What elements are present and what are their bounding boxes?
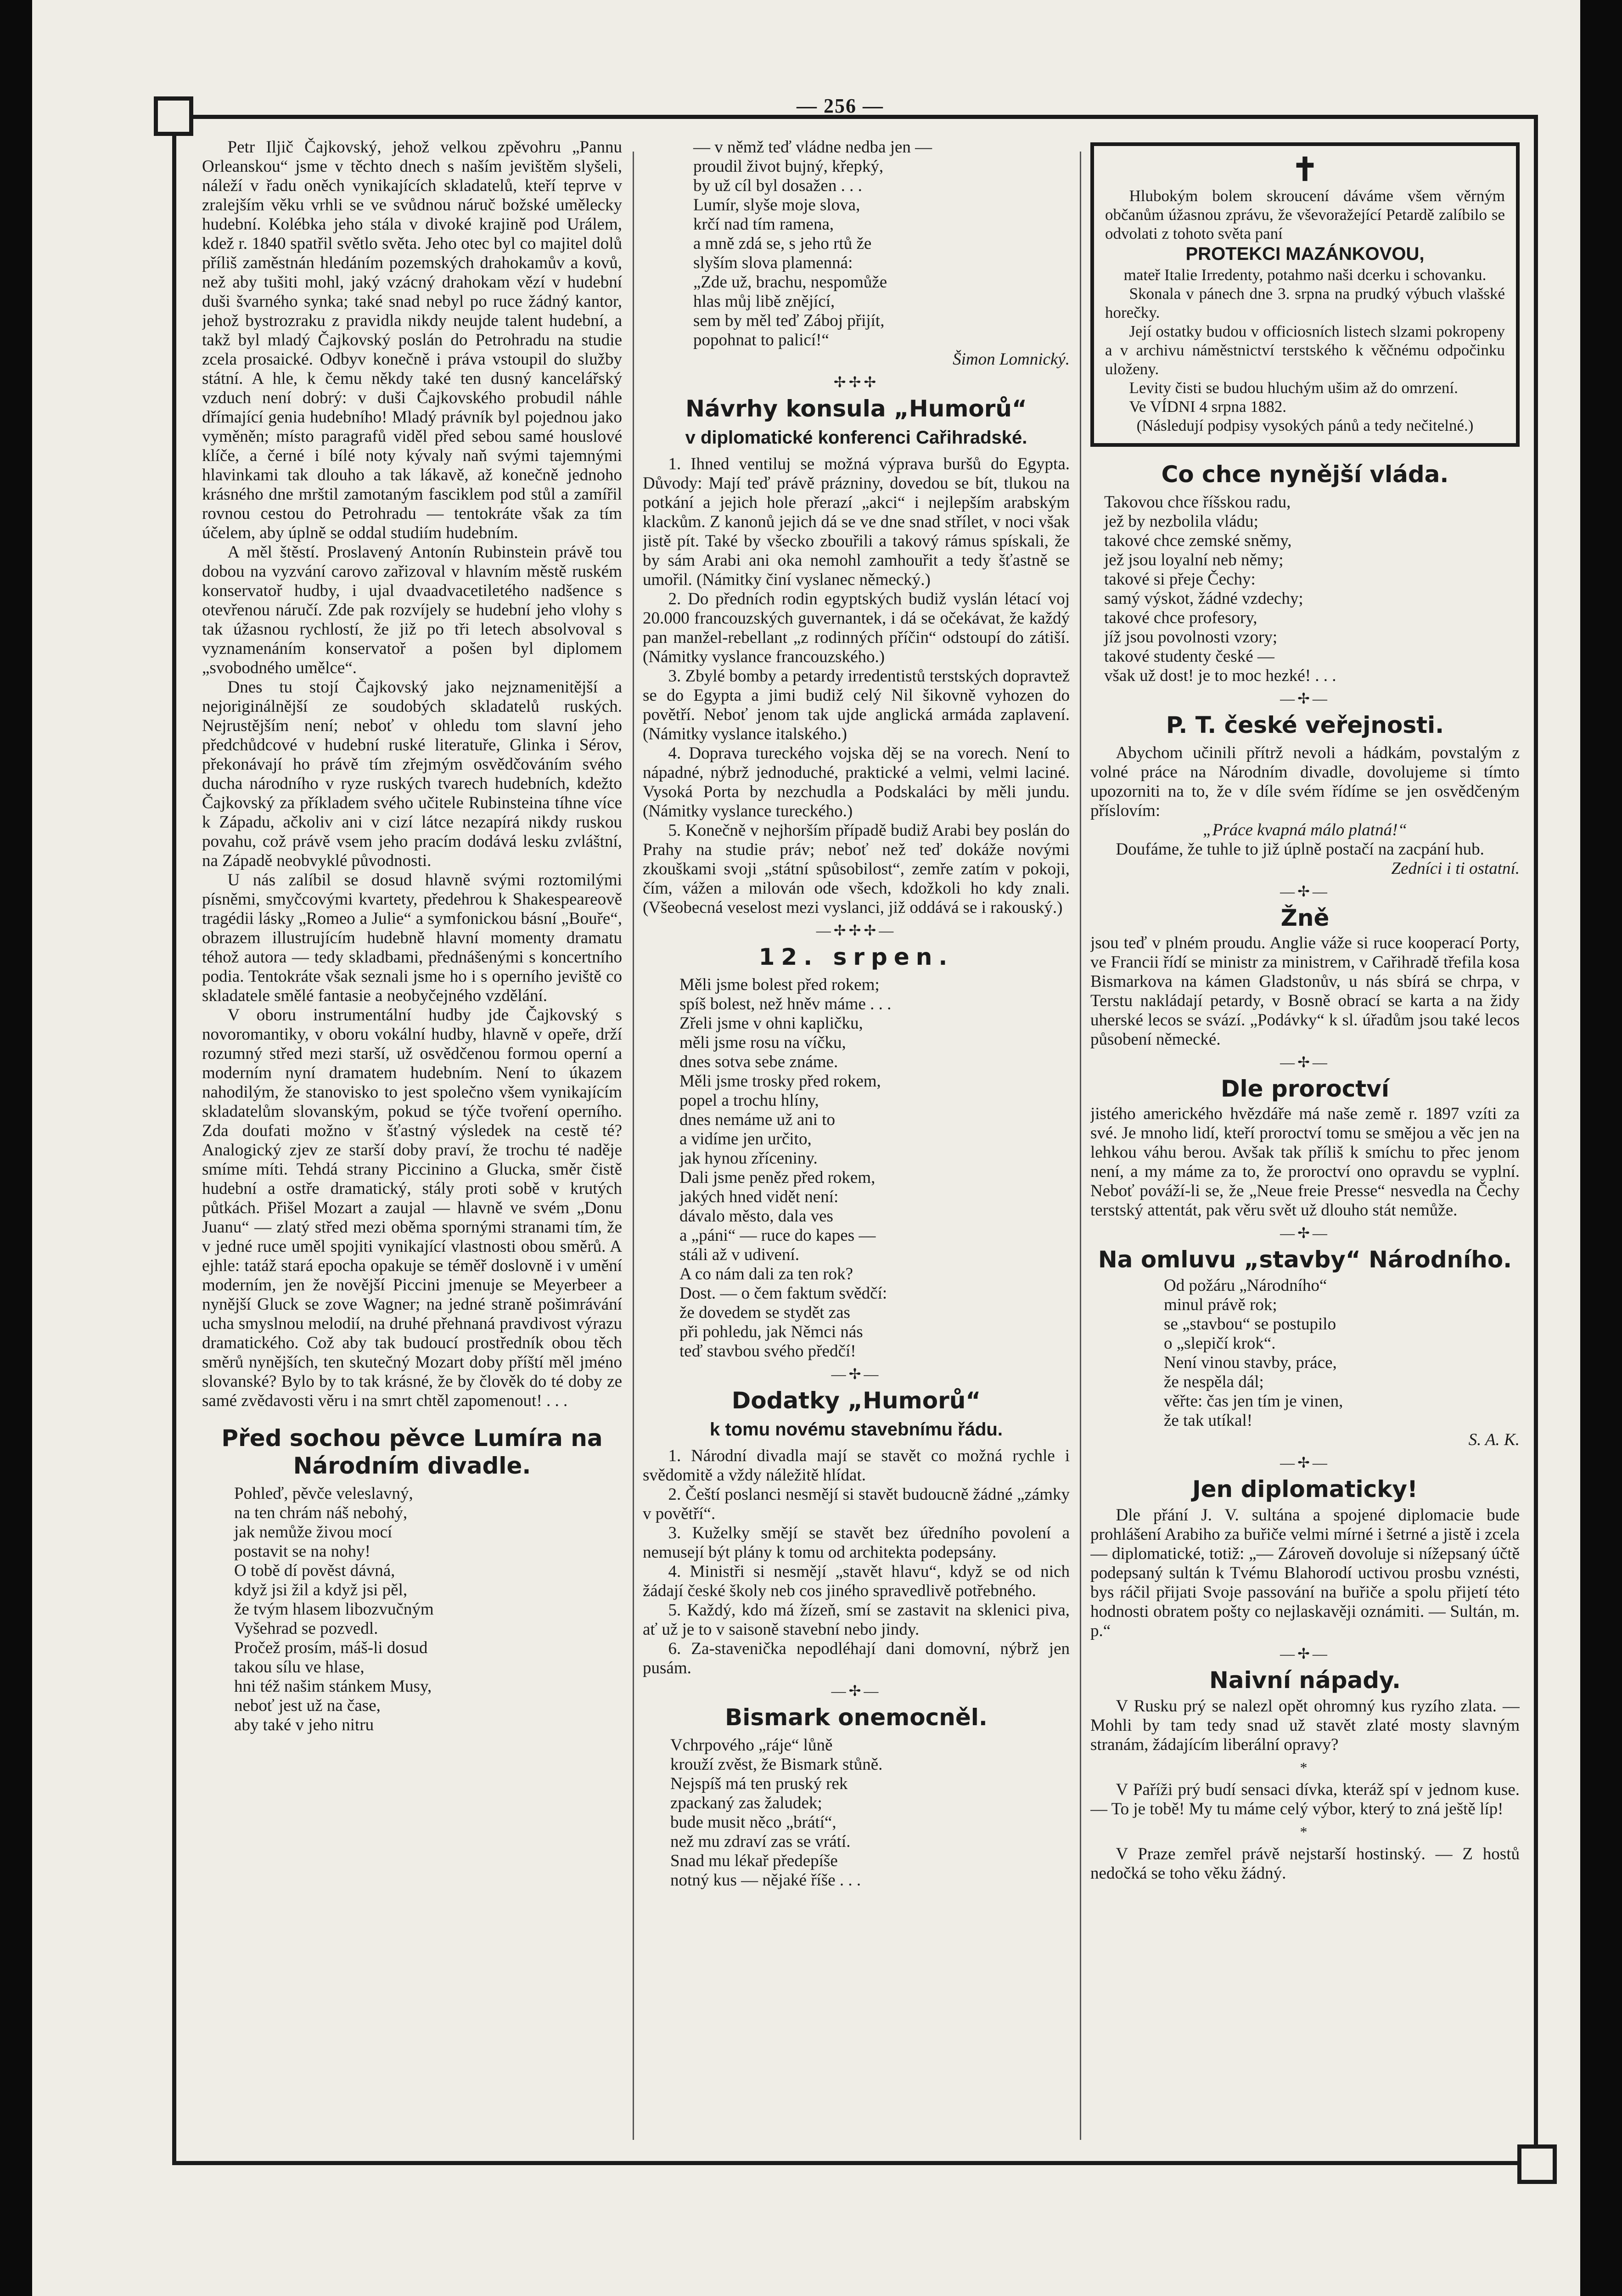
verejnost-title: P. T. české veřejnosti. [1166,712,1444,738]
obituary-text: Skonala v pánech dne 3. srpna na prudký výbuch vlašské horečky. [1105,285,1505,321]
poem-line: jakých hned vidět není: [679,1187,839,1206]
column-3 [1090,138,1520,2149]
dodatky-subtitle: k tomu novému stavebnímu řádu. [710,1419,1003,1440]
poem-line: dávalo město, dala ves [679,1207,833,1226]
poem-line: však už dost! je to moc hezké! . . . [1104,666,1336,685]
lumir-poem [202,1484,622,1735]
separator-asterisk: * [1300,1823,1310,1840]
napady-item: V Praze zemřel právě nejstarší hostinský. — Z hostů nedočká se toho věku žádný. [1090,1845,1520,1883]
poem-line: slyším slova plamenná: [693,253,853,272]
poem-line: Snad mu lékař předepíše [670,1851,838,1870]
navrhy-item: 2. Do předních rodin egyptských budiž vyslán létací voj 20.000 francouzských guvernantek, i dá se očekávat, že každý pan manžel-rebellant „z rodinných příčin“ odstoupí do zátiší. (Námitky vyslance francouzského.) [643,590,1070,666]
section-ornament: ✢✢✢ [833,374,879,390]
napady-item: V Paříži prý budí sensaci dívka, kteráž spí v jednom kuse. — To je tobě! My tu máme celý výbor, který to zná ještě líp! [1090,1780,1520,1818]
verejnost-text: Doufáme, že tuhle to již úplně postačí na zacpání hub. [1116,840,1484,859]
poem-line: o „slepičí krok“. [1164,1334,1276,1353]
article-tchaikovsky-p1: Petr Iljič Čajkovský, jehož velkou zpěvohru „Pannu Orleanskou“ jsme v těchto dnech s naším jevištěm slyšeli, náleží v řadu oněch vynikajících skladatelů, kteří teprve v zralejším věku vrhli se ve svůdnou náruč božské umělecky hudební. Kolébka jeho stála v divoké krajině pod Urálem, kdež r. 1840 spatřil světlo světa. Jeho otec byl co majitel dolů příliš zaměstnán hledáním pozemských drahokamův a kovů, než aby tušiti mohl, jaký vzácný drahokam vězí v hudební duši švarného synka; také snad nebyl po ruce žádný kantor, jehož bystrozraku z pravidla nikdy neujde talent hudební, a takž byl mladý Čajkovský poslán do Petrohradu na studie zcela prosaické. Odbyv konečně i práva vstoupil do služby státní. A hle, k čemu někdy také ten dusný kancelářský vzduch není dobrý: v duši Čajkovského probudil náhle dřímající genia hudebního! Mladý právník byl pojednou jako vyměněn; místo paragrafů viděl před sebou samé houslové klíče, a černé i bílé noty kývaly naň svými tajemnými hlavinkami tak dlouho a tak lákavě, až konečně jednoho krásného dne mrštil zamotaným fasciklem pod stůl a zamířil rovnou cestou do Petrohradu — tentokráte však za tím účelem, aby úplně se oddal studiím hudebním. [202,138,622,542]
poem-line: a „páni“ — ruce do kapes — [679,1226,876,1245]
poem-line: samý výskot, žádné vzdechy; [1104,589,1303,608]
vlada-poem [1090,493,1520,686]
section-ornament: —✢— [1280,690,1330,707]
poem-line: dnes nemáme už ani to [679,1110,836,1129]
poem-line: než mu zdraví zas se vrátí. [670,1832,851,1851]
dodatky-item: 6. Za-stavenička nepodléhají dani domovní, nýbrž jen pusám. [643,1639,1070,1677]
article-tchaikovsky-p2: A měl štěstí. Proslavený Antonín Rubinstein právě tou dobou na vyzvání carovo zařizoval v hlavním městě ruském konservatoř hudby, i ujal dvaadvacetiletého nadšence s otevřenou náručí. Zde pak rozvíjely se hudební jeho vlohy s tak úžasnou rychlostí, že již po tři letech absolvoval s vyznamenáním konservatoř a pošen byl diplomem „svobodného umělce“. [202,543,622,677]
section-ornament: —✢— [1280,1454,1330,1471]
poem-line: jíž jsou povolnosti vzory; [1104,628,1278,647]
poem-line: a mně zdá se, s jeho rtů že [693,234,872,253]
navrhy-subtitle: v diplomatické konferenci Cařihradské. [685,428,1027,448]
omluva-title: Na omluvu „stavby“ Národního. [1098,1246,1512,1273]
navrhy-item: 5. Konečně v nejhorším případě budiž Arabi bey poslán do Prahy na studie práv; neboť než teď dokáže novými zkouškami svoji „státní spůsobilost“, zemře zatím v pokoji, čím, vážen a milován ode všech, kdožkoli ho kdy znali. (Všeobecná veselost mezi vyslanci, již oddává se i rakouský.) [643,821,1070,917]
poem-line: jež jsou loyalní neb němy; [1104,551,1284,569]
section-ornament: —✢✢✢— [816,922,897,939]
diplomaticky-title: Jen diplomaticky! [1192,1476,1418,1503]
poem-line: Pročež prosím, máš-li dosud [234,1638,428,1657]
poem-line: že dovedem se stydět zas [679,1303,850,1322]
poem-line: měli jsme rosu na víčku, [679,1033,846,1052]
poem-line: notný kus — nějaké říše . . . [670,1871,861,1890]
poem-line: že nespěla dál; [1164,1373,1264,1391]
poem-line: že tvým hlasem libozvučným [234,1600,434,1619]
navrhy-item: 3. Zbylé bomby a petardy irredentistů terstských dopravtež se do Egypta a jimi budiž celý Nil šikovně vyhozen do povětří. Neboť jenom tak ujde anglická armáda zaplavení. (Námitky vyslance italského.) [643,667,1070,743]
poem-line: Pohleď, pěvče veleslavný, [234,1484,413,1503]
poem-line: — v němž teď vládne nedba jen — [693,138,932,157]
separator-asterisk: * [1300,1759,1310,1776]
section-ornament: —✢— [1280,1645,1330,1662]
frame-corner-ornament [154,96,193,136]
obituary-name: PROTEKCI MAZÁNKOVOU, [1185,244,1425,264]
poem-line: hni též našim stánkem Musy, [234,1677,432,1696]
obituary-text: mateř Italie Irredenty, potahmo naši dcerku i schovanku. [1123,266,1487,284]
article-tchaikovsky-p4: U nás zalíbil se dosud hlavně svými roztomilými písněmi, smyčcovými kvartety, předehrou k Shakespeareově tragédii lásky „Romeo a Julie“ a symfonickou básní „Bouře“, obrazem illustrujícím hudebně hlavní momenty dramatu téhož autora — tedy skladbami, přednášenými s koncertního podia. Tentokráte však seznali jsme ho i s operního jeviště co skladatele smělé fantasie a neobyčejného vzdělání. [202,871,622,1005]
section-ornament: —✢— [1280,1225,1330,1241]
poem-line: bude musit něco „brátí“, [670,1813,836,1832]
poem-line: se „stavbou“ se postupilo [1164,1315,1336,1334]
poem-line: krouží zvěst, že Bismark stůně. [670,1755,883,1774]
section-ornament: —✢— [1280,883,1330,900]
column-divider [1080,152,1081,2140]
poem-line: takové si přeje Čechy: [1104,570,1256,589]
poem-line: jak nemůže živou mocí [234,1523,393,1542]
napady-title: Naivní nápady. [1209,1667,1401,1694]
poem-line: krčí nad tím ramena, [693,215,834,234]
poem-line: věřte: čas jen tím je vinen, [1164,1392,1343,1411]
obituary-text: Hlubokým bolem skroucení dáváme všem věrným občanům úžasnou zprávu, že vševoražející Petardě zalíbilo se odvolati z tohoto světa paní [1105,187,1505,242]
omluva-signature: S. A. K. [1468,1430,1520,1449]
poem-line: Od požáru „Národního“ [1164,1276,1327,1295]
poem-line: Vyšehrad se pozvedl. [234,1619,378,1638]
vlada-title: Co chce nynější vláda. [1161,461,1449,488]
poem-line: postavit se na nohy! [234,1542,370,1561]
verejnost-text: Abychom učinili přítrž nevoli a hádkám, povstalým z volné práce na Národním divadle, dovolujeme si tímto upozorniti na to, že v díle svém řídíme se jen osvědčeným příslovím: [1090,743,1520,820]
poem-line: že tak utíkal! [1164,1411,1253,1430]
zne-text: jsou teď v plném proudu. Anglie váže si ruce kooperací Porty, ve Francii řídí se ministr za ministrem, v Cařihradě třefila kosa Bismarkova na kámen Gladstonův, u nás sbírá se chrpa, v Terstu nakládají petardy, v Bosně obrací se karta a na židy uherské lecos se svází. „Podávky“ k sl. úřadům jsou také lecos působení německé. [1090,934,1520,1049]
poem-line: popohnat to palicí!“ [693,331,829,349]
navrhy-item: 1. Ihned ventiluj se možná výprava buršů do Egypta. Důvody: Mají teď právě prázniny, dovedou se bít, tlukou na potkání a jejich hole přerazí „akci“ i nejlepším arabským klackům. Z kanonů jejich dá se ve dne snad střílet, v noci však jistě pít. Také by všecko zbouřili a takový rámus spískali, že by sám Arabi ani oka nemohl zamhouřit a tedy šťastně se umořil. (Námitky činí vyslanec německý.) [643,455,1070,589]
poem-line: Měli jsme trosky před rokem, [679,1072,881,1091]
dodatky-item: 3. Kuželky smějí se stavět bez úředního povolení a nemusejí být plány k tomu od architekta podepsány. [643,1524,1070,1562]
obituary-text: Její ostatky budou v officiosních listech slzami pokropeny a v archivu náměstnictví terstského k věčnému odpočinku uloženy. [1105,322,1505,378]
bismark-poem [643,1736,1070,1890]
poem-line: Lumír, slyše moje slova, [693,196,860,214]
poem-line: takové studenty české — [1104,647,1274,666]
cross-icon: ✝ [1291,152,1319,188]
poem-line: by už cíl byl dosažen . . . [693,176,862,195]
poem-line: A co nám dali za ten rok? [679,1265,853,1283]
verejnost-quote: „Práce kvapná málo platná!“ [1203,821,1407,839]
poem-signature: Šimon Lomnický. [953,350,1070,369]
poem-line: spíš bolest, než hněv máme . . . [679,995,892,1013]
poem-line: dnes sotva sebe známe. [679,1052,838,1071]
section-ornament: —✢— [1280,1054,1330,1070]
column-1 [202,138,622,2149]
poem-line: sem by měl teď Záboj přijít, [693,311,885,330]
diplomaticky-text: Dle přání J. V. sultána a spojené diplomacie bude prohlášení Arabiho za buřiče velmi mírné i šetrné a jistě i zcela — diplomatické, totiž: „— Zároveň dovoluje si nížepsaný účtě podepsaný sultán k Tvému Blahorodí uctivou prosbu vznésti, bys ráčil přijati Svoje passování na buřiče a spolu přijetí této hodnosti obratem pošty co nejlaskavěji oznámiti. — Sultán, m. p.“ [1090,1506,1520,1640]
poem-line: neboť jest už na čase, [234,1696,381,1715]
dodatky-item: 1. Národní divadla mají se stavět co možná rychle i svědomitě a vždy náležitě hlídat. [643,1446,1070,1485]
page-number: — 256 — [797,95,884,117]
section-ornament: —✢— [831,1366,881,1382]
poem-line: při pohledu, jak Němci nás [679,1322,863,1341]
srpen-title: 12. srpen. [758,944,954,970]
column-divider [633,152,634,2140]
dodatky-item: 5. Každý, kdo má žízeň, smí se zastavit na sklenici piva, ať už je to v saisoně stavební nebo jindy. [643,1601,1070,1639]
obituary-text: Levity čisti se budou hluchým ušim až do omrzení. [1129,379,1458,397]
obituary-signatures: (Následují podpisy vysokých pánů a tedy nečitelné.) [1136,416,1474,434]
column-2 [643,138,1070,2149]
poem-line: Vchrpového „ráje“ lůně [670,1736,833,1755]
proroctvi-text: jistého amerického hvězdáře má naše země r. 1897 vzíti za své. Je mnoho lidí, kteří proroctví tomu se smějou a věc jen na lehkou váhu berou. Avšak tak příliš k smíchu to přec jenom není, a my máme za to, že proroctví ono opravdu se vyplní. Neboť pováží-li se, že „Neue freie Presse“ nesvedla na Čechy terstský attentát, pak věru svět už dlouho stát nemůže. [1090,1104,1520,1220]
poem-line: minul právě rok; [1164,1295,1277,1314]
poem-line: Nejspíš má ten pruský rek [670,1774,848,1793]
poem-line: Měli jsme bolest před rokem; [679,975,880,994]
dodatky-item: 4. Ministři si nesmějí „stavět hlavu“, když se od nich žádají české školy neb cos jiného spravedlivě potřebného. [643,1562,1070,1600]
napady-item: V Rusku prý se nalezl opět ohromný kus ryzího zlata. — Mohli by tam tedy snad už stavět zlaté mosty slavným stranám, žádajícím liberální opravy? [1090,1697,1520,1754]
navrhy-item: 4. Doprava tureckého vojska děj se na vorech. Není to nápadné, nýbrž jednoduché, praktické a velmi, velmi laciné. Vysoká Porta by nezchudla a Podskaláci by měli jundu. (Námitky vyslance tureckého.) [643,744,1070,821]
poem-line: a vidíme jen určito, [679,1130,812,1148]
poem-line: Zřeli jsme v ohni kapličku, [679,1014,863,1033]
poem-line: takou sílu ve hlase, [234,1658,365,1677]
poem-line: takové chce profesory, [1104,608,1257,627]
lumir-poem-title: Před sochou pěvce Lumíra na Národním divadle. [221,1425,603,1479]
poem-line: Takovou chce říšskou radu, [1104,493,1291,512]
poem-line: jak hynou zříceniny. [679,1149,818,1168]
proroctvi-title: Dle proroctví [1220,1075,1390,1102]
dodatky-title: Dodatky „Humorů“ [731,1387,981,1414]
obituary-date: Ve VÍDNI 4 srpna 1882. [1129,398,1286,416]
poem-line: jež by nezbolila vládu; [1104,512,1258,531]
poem-line: stáli až v udivení. [679,1245,799,1264]
poem-line: takové chce zemské sněmy, [1104,531,1292,550]
frame-corner-ornament [1517,2144,1557,2184]
poem-line: O tobě dí pověst dávná, [234,1561,395,1580]
navrhy-title: Návrhy konsula „Humorů“ [685,395,1027,422]
article-tchaikovsky-p3: Dnes tu stojí Čajkovský jako nejznamenitější a nejoriginálnější ze soudobých skladatelů ruských. Nejrustějším není; neboť v ohledu tom slavní jeho předchůdcové v hudební ruské literatuře, Glinka i Sérov, překonávají ho právě tím zřejmým osvědčováním svého ducha národního v ryze ruských tvarech hudebních, kdežto Čajkovský za příkladem svého učitele Rubinsteina tíhne více k Západu, ačkoliv ani v cizí látce nezapírá nikdy ruskou povahu, což právě vsem jeho pracím dodává lesku zvláštní, na Západě neobvyklé původnosti. [202,678,622,870]
poem-line: teď stavbou svého předčí! [679,1342,856,1361]
bismark-title: Bismark onemocněl. [725,1704,988,1731]
verejnost-signature: Zedníci i ti ostatní. [1391,859,1520,878]
srpen-poem [643,975,1070,1361]
poem-line: aby také v jeho nitru [234,1716,374,1734]
omluva-poem [1090,1276,1520,1430]
zne-title: Žně [1280,905,1330,931]
poem-line: Není vinou stavby, práce, [1164,1353,1337,1372]
poem-line: zpackaný zas žaludek; [670,1794,822,1812]
dodatky-item: 2. Čeští poslanci nesmějí si stavět budoucně žádné „zámky v povětří“. [643,1485,1070,1523]
mock-obituary-box [1090,142,1520,447]
section-ornament: —✢— [831,1683,881,1699]
poem-line: hlas můj libě znějící, [693,292,835,311]
poem-line: proudil život bujný, křepký, [693,157,884,176]
poem-line: popel a trochu hlíny, [679,1091,819,1110]
article-tchaikovsky-p5: V oboru instrumentální hudby jde Čajkovský s novoromantiky, v oboru vokální hudby, hlavně v opeře, drží rozumný střed mezi starší, už osvědčenou formou operní a moderním nyní dramatem hudebním. Není to úkazem nahodilým, že stanovisko to jest společno všem vynikajícím skladatelům slovanským, pokud se týče tvoření operního. Zda doufati možno v šťastný výsledek na cestě té? Analogický zjev ze starší doby praví, že trochu té naděje smíme míti. Tehdá strany Piccinino a Glucka, směr čistě hudební a ostře dramatický, stály proti sobě v krutých půtkách. Přišel Mozart a zaujal — hlavně ve svém „Donu Juanu“ — zlatý střed mezi oběma spornými stranami tím, že v jedné ruce uměl spojiti vynikající vlastnosti obou směrů. A ejhle: tatáž stará epocha opakuje se téměř doslovně i v umění moderním, jen že novější Piccini jmenuje se Meyerbeer a nynější Gluck se zove Wagner; na jedné straně pošimrávání ucha smyslnou melodií, na druhé přehnaná pravdivost výrazu dramatického. Což aby tak budoucí prostředník obou těch směrů nynějších, ten skutečný Mozart doby příští měl jméno slovanské? Bylo by to tak krásné, že by člověk do té doby ze samé zvědavosti věru i na smrt chtěl zapomenout! . . . [202,1006,622,1410]
poem-line: na ten chrám náš nebohý, [234,1503,408,1522]
lumir-poem-continued [643,138,1070,350]
poem-line: Dost. — o čem faktum svědčí: [679,1284,887,1303]
poem-line: Dali jsme peněz před rokem, [679,1168,876,1187]
poem-line: když jsi žil a když jsi pěl, [234,1581,408,1599]
poem-line: „Zde už, brachu, nespomůže [693,273,887,292]
